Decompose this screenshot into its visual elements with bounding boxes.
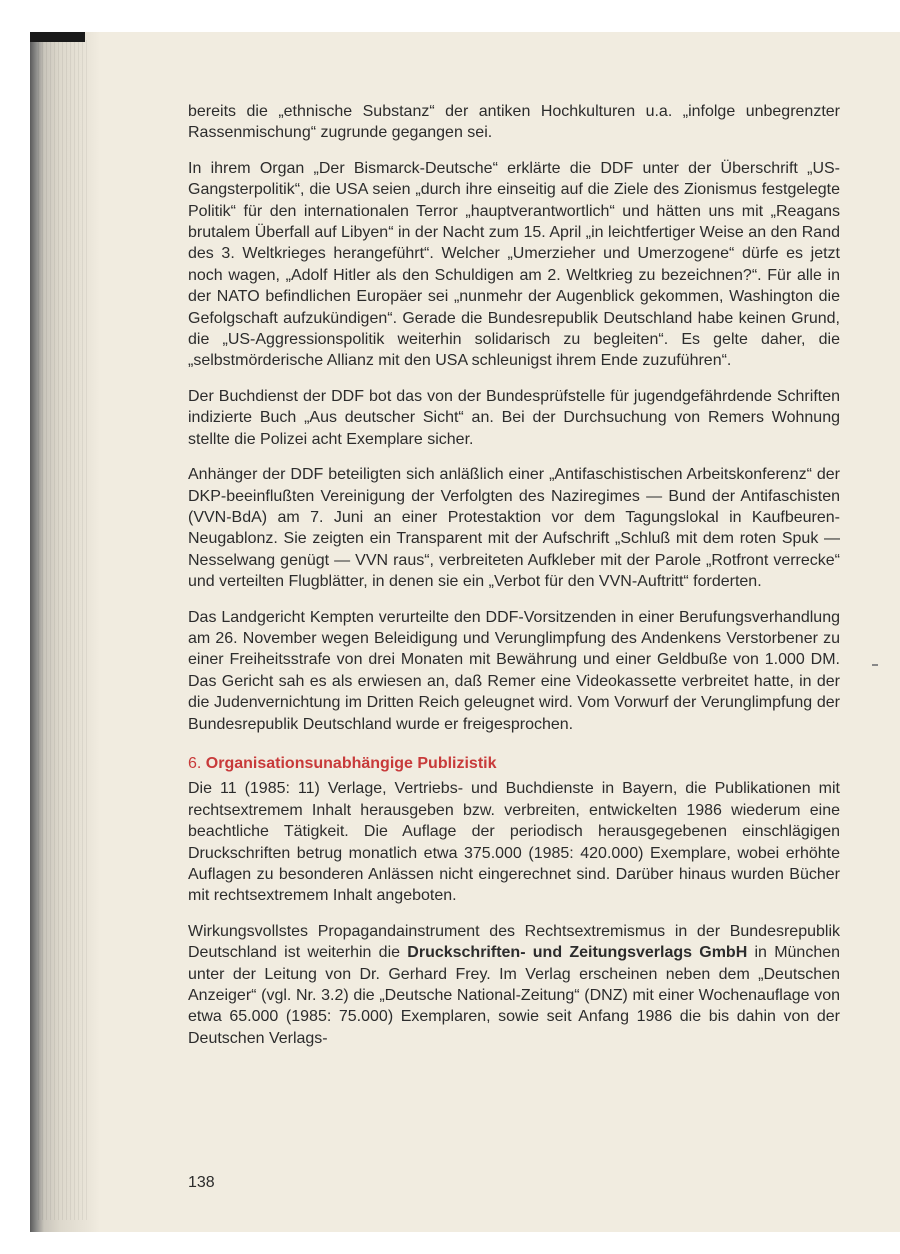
page-number: 138 (188, 1174, 215, 1191)
paragraph-5: Das Landgericht Kempten verurteilte den DDF-Vorsitzenden in einer Berufungsverhandlung am 26. November wegen Beleidigung und Verunglimpfung des Andenkens Verstorbener zu einer Freiheitsstrafe von drei Monaten mit Bewährung und einer Geldbuße von 1.000 DM. Das Gericht sah es als erwiesen an, daß Remer eine Videokassette verbreitet hatte, in der die Judenvernichtung im Dritten Reich geleugnet wird. Vom Vorwurf der Verunglimpfung der Bundesrepublik Deutschland wurde er freigesprochen. (188, 608, 840, 733)
section-heading (188, 753, 840, 774)
paragraph-4: Anhänger der DDF beteiligten sich anläßlich einer „Antifaschistischen Arbeitskonferenz“ der DKP-beeinflußten Vereinigung der Verfolgten des Naziregimes — Bund der Antifaschisten (VVN-BdA) am 7. Juni an einer Protestaktion vor dem Tagungslokal in Kaufbeuren-Neugablonz. Sie zeigten ein Transparent mit der Aufschrift „Schluß mit dem roten Spuk — Nesselwang genügt — VVN raus“, verbreiteten Aufkleber mit der Parole „Rotfront verrecke“ und verteilten Flugblätter, in denen sie ein „Verbot für den VVN-Auftritt“ forderten. (188, 466, 840, 591)
section-number: 6. (188, 754, 202, 772)
page-edge-lines (38, 40, 88, 1220)
paragraph-7 (188, 921, 840, 1049)
paragraph-7-end: in München unter der Leitung von Dr. Gerhard Frey. Im Verlag erscheinen neben dem „Deutschen Anzeiger“ (vgl. Nr. 3.2) die „Deutsche National-Zeitung“ (DNZ) mit einer Wochenauflage von etwa 65.000 (1985: 75.000) Exemplaren, sowie seit Anfang 1986 die bis dahin von der Deutschen Verlags- (188, 944, 841, 1047)
body-text (188, 101, 840, 1063)
paragraph-6: Die 11 (1985: 11) Verlage, Vertriebs- und Buchdienste in Bayern, die Publikationen mit rechtsextremem Inhalt herausgeben bzw. verbreiten, entwickelten 1986 wiederum eine beachtliche Tätigkeit. Die Auflage der periodisch herausgegebenen einschlägigen Druckschriften betrug monatlich etwa 375.000 (1985: 420.000) Exemplare, wobei erhöhte Auflagen zu besonderen Anlässen nicht eingerechnet sind. Darüber hinaus wurden Bücher mit rechtsextremem Inhalt angeboten. (188, 780, 840, 905)
scan-corner-mark (30, 32, 85, 42)
margin-mark (872, 664, 878, 666)
publisher-name: Druckschriften- und Zeitungsverlags GmbH (407, 944, 748, 962)
paragraph-3: Der Buchdienst der DDF bot das von der Bundesprüfstelle für jugendgefährdende Schriften indizierte Buch „Aus deutscher Sicht“ an. Bei der Durchsuchung von Remers Wohnung stellte die Polizei acht Exemplare sicher. (188, 387, 840, 448)
paragraph-1: bereits die „ethnische Substanz“ der antiken Hochkulturen u.a. „infolge unbegrenzter Rassenmischung“ zugrunde gegangen sei. (188, 103, 840, 142)
paragraph-7-start: Wirkungsvollstes Propagandainstrument des Rechtsextremismus in der Bundesrepublik Deutschland ist weiterhin die (188, 922, 840, 962)
paragraph-2: In ihrem Organ „Der Bismarck-Deutsche“ erklärte die DDF unter der Überschrift „US-Gangsterpolitik“, die USA seien „durch ihre einseitig auf die Ziele des Zionismus festgelegte Politik“ für den internationalen Terror „hauptverantwortlich“ und hätten uns mit „Reagans brutalem Überfall auf Libyen“ in der Nacht zum 15. April „in leichtfertiger Weise an den Rand des 3. Weltkrieges herangeführt“. Welcher „Umerzieher und Umerzogene“ dürfe es jetzt noch wagen, „Adolf Hitler als den Schuldigen am 2. Weltkrieg zu bezeichnen?“. Für alle in der NATO befindlichen Europäer sei „nunmehr der Augenblick gekommen, Washington die Gefolgschaft aufzukündigen“. Gerade die Bundesrepublik Deutschland habe keinen Grund, die „US-Aggressionspolitik weiterhin solidarisch zu begleiten“. Es gelte daher, die „selbstmörderische Allianz mit den USA schleunigst ihrem Ende zuzuführen“. (188, 159, 840, 370)
section-title: Organisationsunabhängige Publizistik (205, 754, 497, 772)
